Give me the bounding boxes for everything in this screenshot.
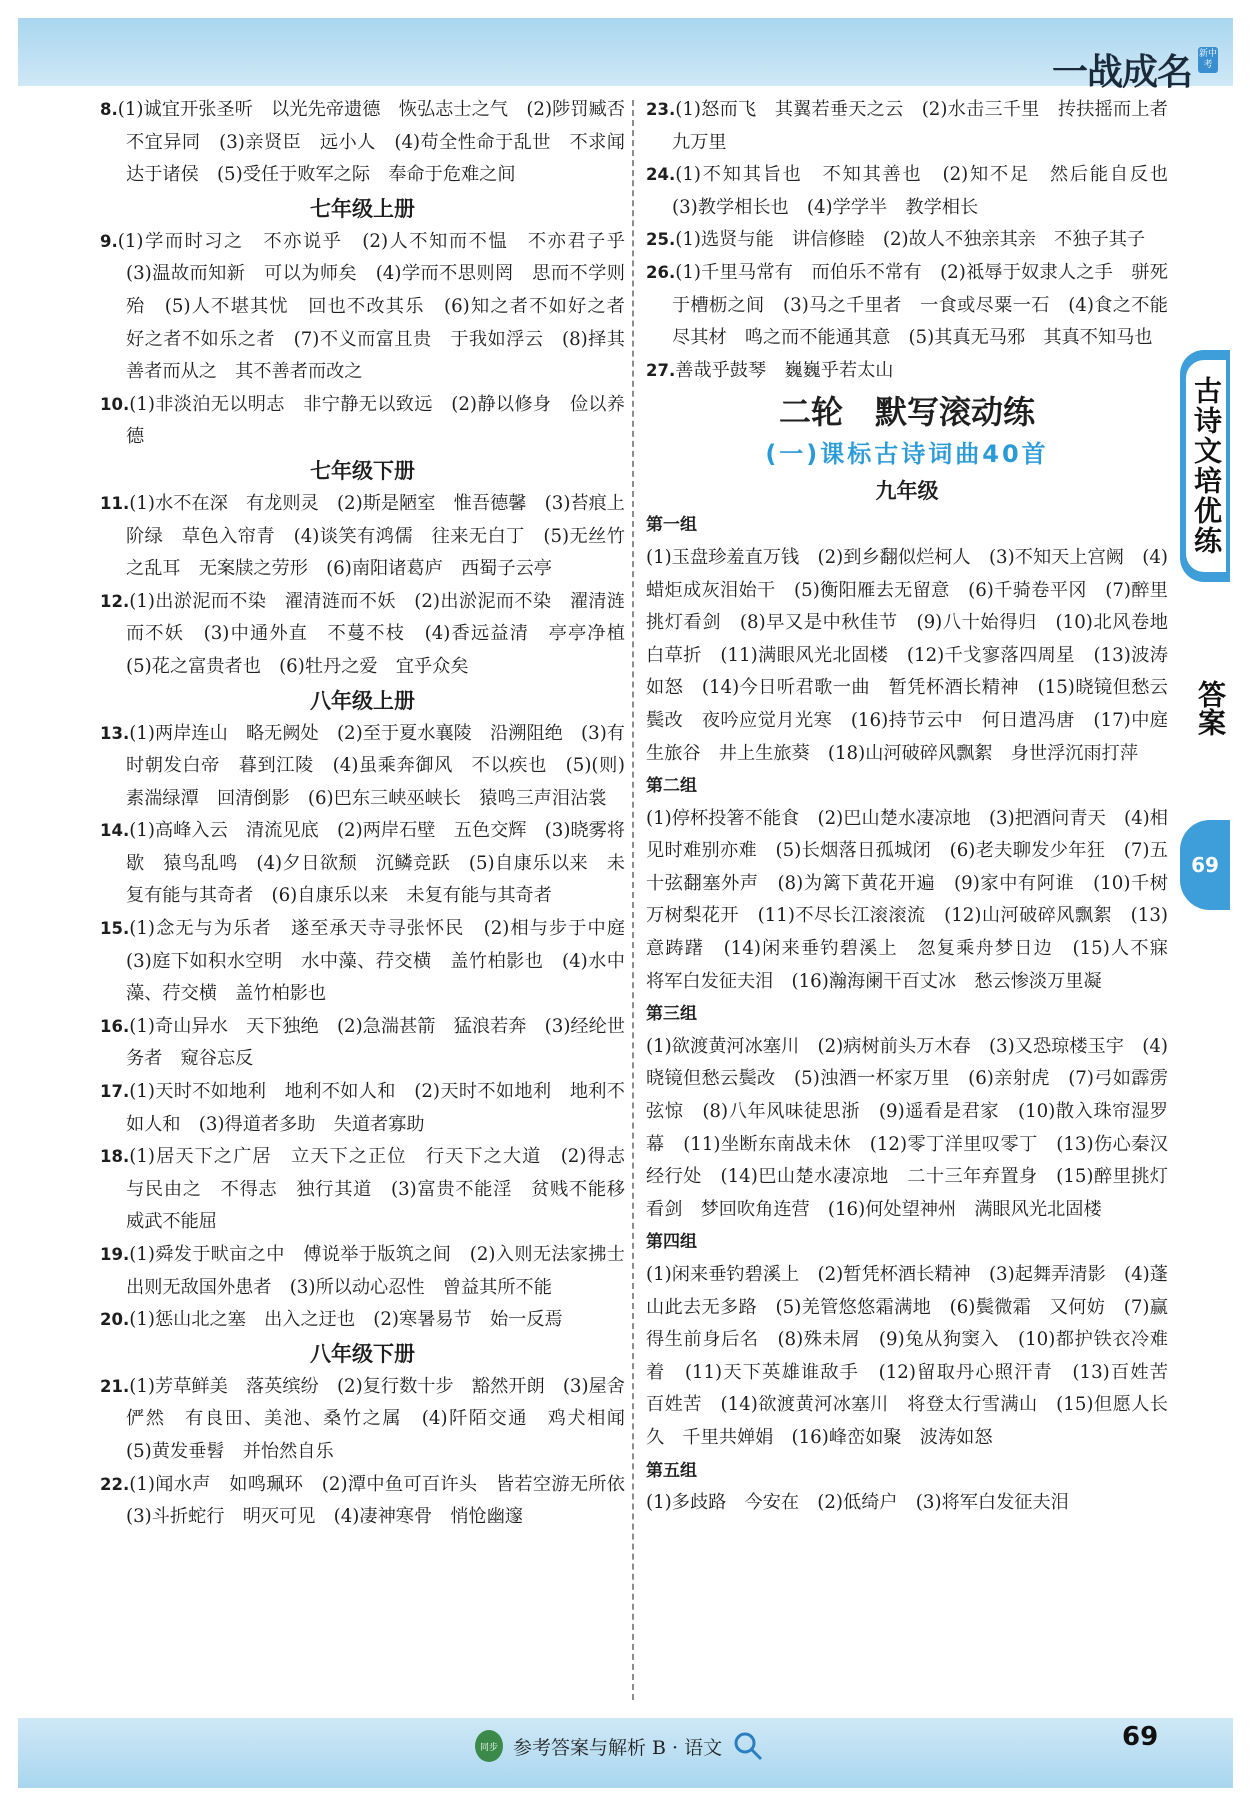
answer-item: 13.(1)两岸连山 略无阙处 (2)至于夏水襄陵 沿溯阻绝 (3)有时朝发白帝 暮到江陵 (4)虽乘奔御风 不以疾也 (5)(则)素湍绿潭 回清倒影 (6)巴东三峡巫峡长 猿鸣三声泪沾裳 [100,722,625,809]
answer-item: 14.(1)高峰入云 清流见底 (2)两岸石壁 五色交辉 (3)晓雾将歇 猿鸟乱鸣 (4)夕日欲颓 沉鳞竞跃 (5)自康乐以来 未复有能与其奇者 (6)自康乐以来 未复有能与其奇者 [100,820,625,907]
brand-tag: 新中考 [1198,47,1218,73]
answer-item: 10.(1)非淡泊无以明志 非宁静无以致远 (2)静以修身 俭以养德 [100,393,625,448]
answer-item: 16.(1)奇山异水 天下独绝 (2)急湍甚箭 猛浪若奔 (3)经纶世务者 窥谷忘反 [100,1015,625,1070]
answer-item: 23.(1)怒而飞 其翼若垂天之云 (2)水击三千里 抟扶摇而上者九万里 [646,99,1168,153]
side-tab-label: 古诗文培优练 [1186,360,1226,572]
group-answers: (1)多歧路 今安在 (2)低绮户 (3)将军白发征夫泪 [646,1492,1069,1514]
round-title: 二轮 默写滚动练 [778,393,1035,432]
answer-item: 9.(1)学而时习之 不亦说乎 (2)人不知而不愠 不亦君子乎 (3)温故而知新 可以为师矣 (4)学而不思则罔 思而不学则殆 (5)人不堪其忧 回也不改其乐 (6)知之者不如好之者 好之者不如乐之者 (7)不义而富且贵 于我如浮云 (8)择其善者而从之 其不善者而改之 [100,230,644,383]
group-heading: 第五组 [646,1460,697,1481]
section-heading: 八年级下册 [310,1341,415,1366]
answer-item: 21.(1)芳草鲜美 落英缤纷 (2)复行数十步 豁然开朗 (3)屋舍俨然 有良田、美池、桑竹之属 (4)阡陌交通 鸡犬相闻 (5)黄发垂髫 并怡然自乐 [100,1375,644,1462]
group-heading: 第二组 [646,776,697,797]
answer-item: 25.(1)选贤与能 讲信修睦 (2)故人不独亲其亲 不独子其子 [646,229,1146,251]
answer-item: 18.(1)居天下之广居 立天下之正位 行天下之大道 (2)得志 与民由之 不得志 独行其道 (3)富贵不能淫 贫贱不能移 威武不能屈 [100,1146,644,1233]
grade-heading: 九年级 [875,479,939,504]
brand-logo: 一战成名 [1051,52,1192,93]
side-page-tab: 69 [1180,820,1230,910]
footer [475,1728,764,1764]
answer-item: 19.(1)舜发于畎亩之中 傅说举于版筑之间 (2)入则无法家拂士 出则无敌国外患者 (3)所以动心忍性 曾益其所不能 [100,1244,644,1298]
header-band [18,18,1233,86]
left-column [100,94,644,1534]
side-tab[interactable] [1180,350,1230,582]
answer-item: 22.(1)闻水声 如鸣珮环 (2)潭中鱼可百许头 皆若空游无所依 (3)斗折蛇行 明灭可见 (4)凄神寒骨 悄怆幽邃 [100,1473,644,1528]
footer-title: 参考答案与解析 B · 语文 [513,1736,723,1759]
answer-item: 26.(1)千里马常有 而伯乐不常有 (2)祗辱于奴隶人之手 骈死于槽枥之间 (3)马之千里者 一食或尽粟一石 (4)食之不能尽其材 鸣之而不能通其意 (5)其真无马邪 其真不知马也 [646,261,1168,349]
group-heading: 第三组 [646,1004,697,1025]
answer-item: 20.(1)惩山北之塞 出入之迂也 (2)寒暑易节 始一反焉 [100,1309,563,1331]
group-heading: 第四组 [646,1232,697,1253]
answer-item: 24.(1)不知其旨也 不知其善也 (2)知不足 然后能自反也 (3)教学相长也 (4)学学半 教学相长 [646,164,1187,218]
answer-item: 12.(1)出淤泥而不染 濯清涟而不妖 (2)出淤泥而不染 濯清涟而不妖 (3)中通外直 不蔓不枝 (4)香远益清 亭亭净植 (5)花之富贵者也 (6)牡丹之爱 宜乎众矣 [100,590,644,677]
right-column [646,94,1187,1520]
section-heading: 七年级下册 [310,458,415,483]
round-subtitle: (一)课标古诗词曲40首 [765,440,1049,469]
group-heading: 第一组 [646,515,697,536]
section-heading: 八年级上册 [310,688,415,713]
side-answer-label: 答案 [1194,680,1227,736]
answer-item: 17.(1)天时不如地利 地利不如人和 (2)天时不如地利 地利不如人和 (3)得道者多助 失道者寡助 [100,1081,625,1135]
group-answers: (1)停杯投箸不能食 (2)巴山楚水凄凉地 (3)把酒问青天 (4)相见时难别亦难 (5)长烟落日孤城闭 (6)老夫聊发少年狂 (7)五十弦翻塞外声 (8)为篱下黄花开遍 (9)家中有阿谁 (10)千树万树梨花开 (11)不尽长江滚滚流 (12)山河破碎风飘絮 (13)意踌躇 (14)闲来垂钓碧溪上 忽复乘舟梦日边 (15)人不寐 将军白发征夫泪 (16)瀚海阑干百丈冰 愁云惨淡万里凝 [646,807,1187,992]
page-number: 69 [1122,1722,1159,1752]
search-icon [732,1730,764,1762]
group-answers: (1)欲渡黄河冰塞川 (2)病树前头万木春 (3)又恐琼楼玉宇 (4)晓镜但愁云鬓改 (5)浊酒一杯家万里 (6)亲射虎 (7)弓如霹雳弦惊 (8)八年风味徒思浙 (9)遥看是君家 (10)散入珠帘湿罗幕 (11)坐断东南战未休 (12)零丁洋里叹零丁 (13)伤心秦汉经行处 (14)巴山楚水凄凉地 二十三年弃置身 (15)醉里挑灯看剑 梦回吹角连营 (16)何处望神州 满眼风光北固楼 [646,1035,1168,1220]
answer-item: 15.(1)念无与为乐者 遂至承天寺寻张怀民 (2)相与步于中庭 (3)庭下如积水空明 水中藻、荇交横 盖竹柏影也 (4)水中藻、荇交横 盖竹柏影也 [100,918,644,1005]
column-divider [632,100,634,1700]
group-answers: (1)闲来垂钓碧溪上 (2)暂凭杯酒长精神 (3)起舞弄清影 (4)蓬山此去无多路 (5)羌管悠悠霜满地 (6)鬓微霜 又何妨 (7)赢得生前身后名 (8)殊未屑 (9)兔从狗窦入 (10)都护铁衣冷难着 (11)天下英雄谁敌手 (12)留取丹心照汗青 (13)百姓苦 百姓苦 (14)欲渡黄河冰塞川 将登太行雪满山 (15)但愿人长久 千里共婵娟 (16)峰峦如聚 波涛如怒 [646,1264,1187,1448]
section-heading: 七年级上册 [310,196,415,221]
footer-badge: 同步 [475,1730,503,1762]
group-answers: (1)玉盘珍羞直万钱 (2)到乡翻似烂柯人 (3)不知天上宫阙 (4)蜡炬成灰泪始干 (5)衡阳雁去无留意 (6)千骑卷平冈 (7)醉里挑灯看剑 (8)早又是中秋佳节 (9)八十始得归 (10)北风卷地白草折 (11)满眼风光北固楼 (12)千戈寥落四周星 (13)波涛如怒 (14)今日听君歌一曲 暂凭杯酒长精神 (15)晓镜但愁云鬓改 夜吟应觉月光寒 (16)持节云中 何日遣冯唐 (17)中庭生旅谷 井上生旅葵 (18)山河破碎风飘絮 身世浮沉雨打萍 [646,546,1168,764]
answer-item: 11.(1)水不在深 有龙则灵 (2)斯是陋室 惟吾德馨 (3)苔痕上阶绿 草色入帘青 (4)谈笑有鸿儒 往来无白丁 (5)无丝竹之乱耳 无案牍之劳形 (6)南阳诸葛庐 西蜀子云亭 [100,492,625,580]
answer-item: 8.(1)诚宜开张圣听 以光先帝遗德 恢弘志士之气 (2)陟罚臧否 不宜异同 (3)亲贤臣 远小人 (4)苟全性命于乱世 不求闻达于诸侯 (5)受任于败军之际 奉命于危难之间 [100,99,644,186]
answer-item: 27.善哉乎鼓琴 巍巍乎若太山 [646,359,894,381]
